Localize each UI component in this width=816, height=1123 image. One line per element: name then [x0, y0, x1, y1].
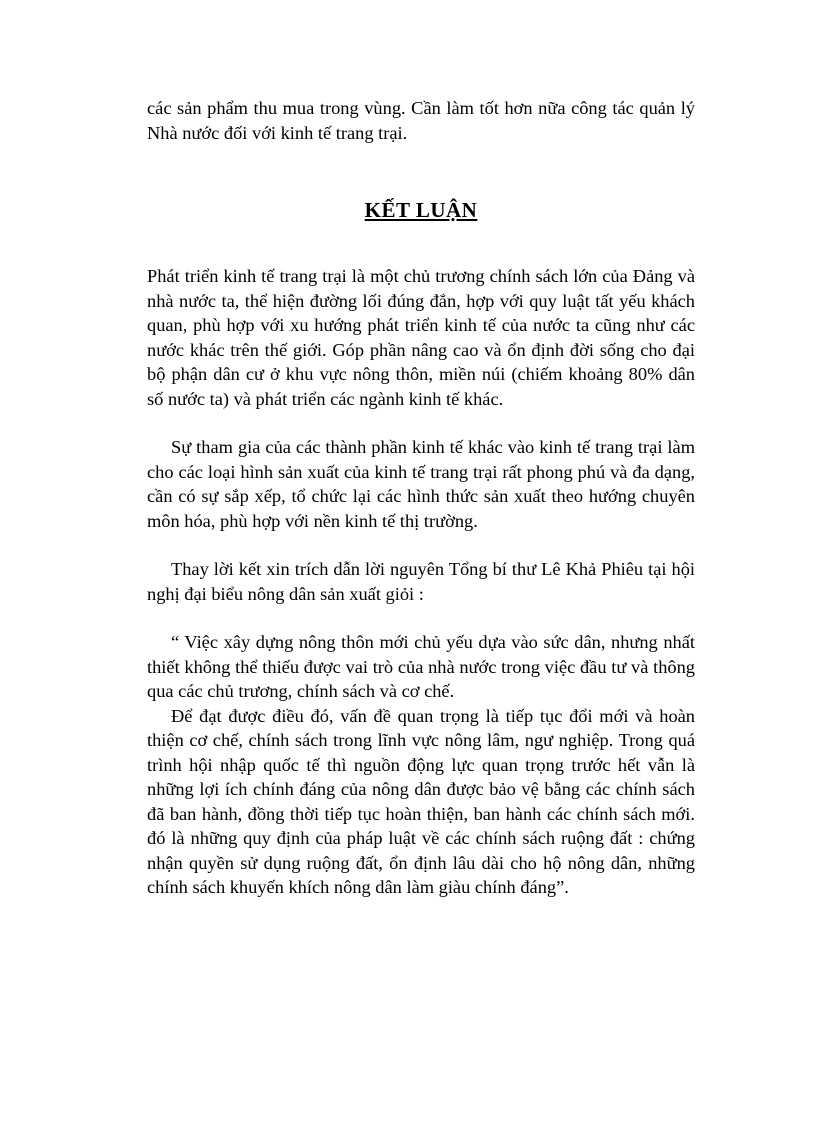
spacer	[147, 606, 695, 630]
quote-paragraph-1: “ Việc xây dựng nông thôn mới chủ yếu dựa vào sức dân, nhưng nhất thiết không thể thiếu được vai trò của nhà nước trong việc đầu tư và thông qua các chủ trương, chính sách và cơ chế.	[147, 632, 695, 701]
section-heading: KẾT LUẬN	[364, 198, 478, 222]
conclusion-paragraph-2: Sự tham gia của các thành phần kinh tế khác vào kinh tế trang trại làm cho các loại hình sản xuất của kinh tế trang trại rất phong phú và đa dạng, cần có sự sắp xếp, tổ chức lại các hình thức sản xuất theo hướng chuyên môn hóa, phù hợp với nền kinh tế thị trường.	[147, 437, 695, 531]
intro-continuation: các sản phẩm thu mua trong vùng. Cần làm tốt hơn nữa công tác quản lý Nhà nước đối với kinh tế trang trại.	[147, 98, 695, 143]
spacer	[147, 411, 695, 435]
spacer	[147, 224, 695, 264]
quote-paragraph-2: Để đạt được điều đó, vấn đề quan trọng là tiếp tục đổi mới và hoàn thiện cơ chế, chính sách trong lĩnh vực nông lâm, ngư nghiệp. Trong quá trình hội nhập quốc tế thì nguồn động lực quan trọng trước hết vẫn là những lợi ích chính đáng của nông dân được bảo vệ bằng các chính sách đã ban hành, đồng thời tiếp tục hoàn thiện, ban hành các chính sách mới. đó là những quy định của pháp luật về các chính sách ruộng đất : chứng nhận quyền sử dụng ruộng đất, ổn định lâu dài cho hộ nông dân, những chính sách khuyến khích nông dân làm giàu chính đáng”.	[147, 705, 695, 897]
document-page	[147, 96, 695, 900]
conclusion-paragraph-3: Thay lời kết xin trích dẫn lời nguyên Tổng bí thư Lê Khả Phiêu tại hội nghị đại biểu nông dân sản xuất giỏi :	[147, 559, 695, 604]
conclusion-paragraph-1: Phát triển kinh tế trang trại là một chủ trương chính sách lớn của Đảng và nhà nước ta, thể hiện đường lối đúng đắn, hợp với quy luật tất yếu khách quan, phù hợp với xu hướng phát triển kinh tế của nước ta cũng như các nước khác trên thế giới. Góp phần nâng cao và ổn định đời sống cho đại bộ phận dân cư ở khu vực nông thôn, miền núi (chiếm khoảng 80% dân số nước ta) và phát triển các ngành kinh tế khác.	[147, 266, 695, 409]
spacer	[147, 145, 695, 196]
spacer	[147, 533, 695, 557]
